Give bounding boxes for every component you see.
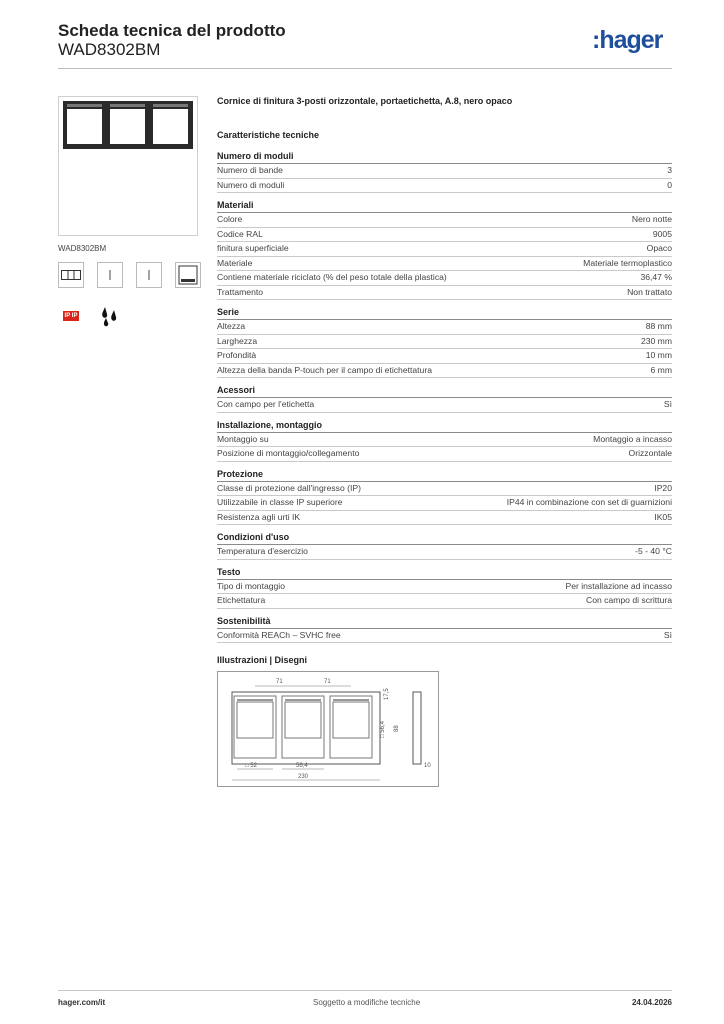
page-title: Scheda tecnica del prodotto bbox=[58, 21, 286, 40]
dim-17-5: 17,5 bbox=[384, 688, 390, 700]
footer-divider bbox=[58, 990, 672, 991]
spec-label: Trattamento bbox=[217, 286, 264, 297]
spec-label: Etichettatura bbox=[217, 595, 266, 605]
spec-row bbox=[217, 629, 672, 644]
spec-value: 230 mm bbox=[640, 335, 672, 346]
spec-value: Nero notte bbox=[631, 214, 672, 224]
spec-label: Con campo per l'etichetta bbox=[217, 399, 315, 409]
single-rocker-icon bbox=[97, 262, 123, 288]
spec-value: 88 mm bbox=[645, 321, 672, 331]
spec-label: Montaggio su bbox=[217, 433, 269, 444]
spec-label: Posizione di montaggio/collegamento bbox=[217, 448, 360, 458]
spec-value: 0 bbox=[667, 179, 672, 190]
spec-label: Altezza della banda P-touch per il campo di etichettatura bbox=[217, 364, 432, 375]
spec-value: Montaggio a incasso bbox=[593, 433, 672, 444]
section-title: Serie bbox=[217, 307, 672, 320]
spec-value: IP20 bbox=[654, 482, 672, 493]
technical-characteristics-heading: Caratteristiche tecniche bbox=[217, 130, 320, 140]
product-image-caption: WAD8302BM bbox=[58, 244, 107, 253]
water-drops-icon bbox=[97, 303, 123, 329]
product-image bbox=[58, 96, 198, 236]
section-title: Condizioni d'uso bbox=[217, 532, 672, 545]
three-module-icon bbox=[58, 262, 84, 288]
footer-website: hager.com/it bbox=[58, 998, 106, 1007]
dim-56-4-vertical: □ 56,4 bbox=[380, 721, 386, 738]
spec-label: Conformità REACh – SVHC free bbox=[217, 629, 341, 640]
dim-52: □ 52 bbox=[245, 763, 257, 769]
spec-value: Opaco bbox=[646, 243, 672, 253]
spec-label: finitura superficiale bbox=[217, 243, 289, 253]
spec-label: Classe di protezione dall'ingresso (IP) bbox=[217, 482, 361, 493]
spec-row bbox=[217, 213, 672, 228]
spec-row bbox=[217, 164, 672, 179]
spec-section bbox=[217, 307, 672, 378]
spec-value: Per installazione ad incasso bbox=[565, 580, 672, 591]
spec-row bbox=[217, 257, 672, 272]
spec-value: Orizzontale bbox=[628, 448, 672, 458]
spec-row bbox=[217, 228, 672, 243]
spec-label: Numero di bande bbox=[217, 165, 283, 175]
spec-value: IK05 bbox=[654, 511, 672, 522]
ip-rating-icon: IP IP bbox=[64, 313, 78, 319]
spec-section bbox=[217, 532, 672, 560]
spec-value: Sì bbox=[663, 629, 672, 640]
spec-value: Sì bbox=[663, 399, 672, 409]
spec-section bbox=[217, 616, 672, 644]
spec-label: Altezza bbox=[217, 321, 246, 331]
section-title: Sostenibilità bbox=[217, 616, 672, 629]
footer-date: 24.04.2026 bbox=[631, 998, 672, 1007]
spec-sections bbox=[217, 151, 672, 643]
spec-value: -5 - 40 °C bbox=[635, 546, 672, 556]
spec-label: Larghezza bbox=[217, 335, 258, 346]
section-title: Numero di moduli bbox=[217, 151, 672, 164]
spec-section bbox=[217, 420, 672, 462]
spec-row bbox=[217, 320, 672, 335]
spec-row bbox=[217, 286, 672, 301]
spec-section bbox=[217, 385, 672, 413]
spec-label: Colore bbox=[217, 214, 243, 224]
spec-row bbox=[217, 482, 672, 497]
hager-logo: :hager bbox=[592, 26, 663, 54]
spec-label: Tipo di montaggio bbox=[217, 580, 285, 591]
spec-label: Numero di moduli bbox=[217, 179, 285, 190]
illustrations-heading: Illustrazioni | Disegni bbox=[217, 655, 308, 665]
spec-row bbox=[217, 364, 672, 379]
spec-row bbox=[217, 496, 672, 511]
section-title: Protezione bbox=[217, 469, 672, 482]
spec-row bbox=[217, 433, 672, 448]
spec-row bbox=[217, 545, 672, 560]
product-details bbox=[217, 96, 672, 787]
dim-71-right: 71 bbox=[324, 679, 331, 685]
spec-label: Contiene materiale riciclato (% del peso totale della plastica) bbox=[217, 272, 447, 282]
header-divider bbox=[58, 68, 672, 69]
dim-230: 230 bbox=[298, 774, 309, 780]
spec-row bbox=[217, 398, 672, 413]
spec-value: 10 mm bbox=[645, 350, 672, 360]
section-title: Materiali bbox=[217, 200, 672, 213]
spec-value: Non trattato bbox=[627, 286, 672, 297]
product-code: WAD8302BM bbox=[58, 40, 161, 59]
dim-71-left: 71 bbox=[276, 679, 283, 685]
spec-value: 3 bbox=[667, 165, 672, 175]
dimension-drawing bbox=[218, 672, 438, 786]
spec-section bbox=[217, 469, 672, 526]
spec-label: Resistenza agli urti IK bbox=[217, 511, 301, 522]
single-rocker-icon bbox=[136, 262, 162, 288]
product-description: Cornice di finitura 3-posti orizzontale, portaetichetta, A.8, nero opaco bbox=[217, 96, 513, 106]
footer-notice: Soggetto a modifiche tecniche bbox=[313, 998, 421, 1007]
spec-label: Profondità bbox=[217, 350, 257, 360]
section-title: Installazione, montaggio bbox=[217, 420, 672, 433]
spec-label: Utilizzabile in classe IP superiore bbox=[217, 497, 343, 507]
spec-row bbox=[217, 349, 672, 364]
spec-value: 9005 bbox=[652, 228, 672, 239]
spec-label: Materiale bbox=[217, 257, 253, 268]
spec-value: 6 mm bbox=[650, 364, 672, 375]
dim-88: 88 bbox=[394, 725, 400, 732]
spec-value: Con campo di scrittura bbox=[586, 595, 672, 605]
spec-label: Codice RAL bbox=[217, 228, 263, 239]
spec-row bbox=[217, 511, 672, 526]
spec-section bbox=[217, 567, 672, 609]
spec-section bbox=[217, 151, 672, 193]
dim-10: 10 bbox=[424, 763, 431, 769]
spec-row bbox=[217, 594, 672, 609]
spec-row bbox=[217, 271, 672, 286]
spec-label: Temperatura d'esercizio bbox=[217, 546, 308, 556]
technical-drawing bbox=[217, 671, 439, 787]
spec-value: Materiale termoplastico bbox=[583, 257, 672, 268]
spec-row bbox=[217, 580, 672, 595]
spec-section bbox=[217, 200, 672, 300]
spec-row bbox=[217, 335, 672, 350]
spec-row bbox=[217, 242, 672, 257]
dim-56-4-horizontal: 56,4 bbox=[296, 763, 308, 769]
frame-label-icon bbox=[175, 262, 201, 288]
spec-value: 36,47 % bbox=[640, 272, 672, 282]
spec-row bbox=[217, 179, 672, 194]
spec-value: IP44 in combinazione con set di guarnizioni bbox=[506, 497, 672, 507]
spec-row bbox=[217, 447, 672, 462]
frame-image-icon bbox=[59, 97, 197, 235]
section-title: Testo bbox=[217, 567, 672, 580]
section-title: Acessori bbox=[217, 385, 672, 398]
